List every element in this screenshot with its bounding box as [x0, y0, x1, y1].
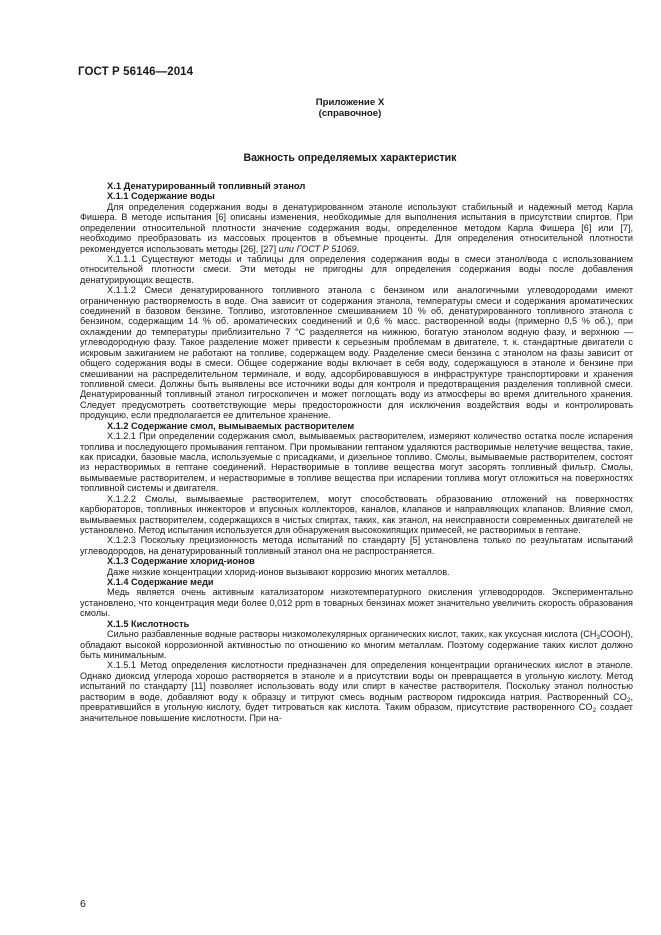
appendix-subtitle: (справочное): [318, 108, 382, 119]
appendix-title: Приложение Х: [315, 97, 385, 108]
section-x14-heading: Х.1.4 Содержание меди: [107, 577, 214, 588]
main-title: Важность определяемых характеристик: [243, 152, 457, 164]
page-number: 6: [80, 898, 86, 910]
paragraph: Для определения содержания воды в денатурированном этаноле используют стабильный и надежный метод Карла Фишера. В методе испытания [6] описаны изменения, необходимые для выполнения испытания в присутствии спиртов. При определении относительной плотности значение содержания воды, определенное методом Карла Фишера [6] или [7], необходимо преобразовать из массовых процентов в объемные проценты. Для определения относительной плотности рекомендуется использовать методы [26], [27] или ГОСТ Р 51069.: [80, 201, 633, 254]
paragraph: Х.1.2.2 Смолы, вымываемые растворителем, могут способствовать образованию отложений на поверхностях карбюраторов, топливных инжекторов и впускных коллекторов, каналов, клапанов и направляющих клапанов. Влияние смол, вымываемых растворителем, содержащихся в чистых спиртах, таких, как этанол, на неисправности современных двигателей не установлено. Метод испытания используется для обнаружения высококипящих примесей, не растворимых в гептане.: [80, 493, 633, 535]
paragraph: Х.1.2.3 Поскольку прецизионность метода испытаний по стандарту [5] установлена только по результатам испытаний углеводородов, на денатурированный топливный этанол она не распространяется.: [80, 535, 633, 556]
paragraph: Х.1.5.1 Метод определения кислотности предназначен для определения концентрации органических кислот в этаноле. Однако диоксид углерода хорошо растворяется в этаноле и в присутствии воды он превращается в угольную кислоту. Метод испытаний по стандарту [11] позволяет использовать воду или спирт в качестве растворителя. Поскольку этанол полностью растворим в воде, добавляют воду к образцу и титруют смесь водным раствором гидроксида натрия. Растворенный $CO_2$, превратившийся в угольную кислоту, будет титроваться как кислота. Таким образом, присутствие растворенного $CO_2$ создает значительное повышение кислотности. При на-: [80, 660, 633, 723]
paragraph: Медь является очень активным катализатором низкотемпературного окисления углеводородов. Экспериментально установлено, что концентрация меди более 0,012 ppm в товарных бензинах может значительно увеличить скорость образования смолы.: [80, 587, 633, 619]
document-code: ГОСТ Р 56146—2014: [78, 66, 194, 78]
section-x13-heading: Х.1.3 Содержание хлорид-ионов: [107, 556, 255, 567]
section-x11-heading: Х.1.1 Содержание воды: [107, 191, 215, 202]
paragraph: Х.1.2.1 При определении содержания смол, вымываемых растворителем, измеряют количество остатка после испарения топлива и последующего промывания гептаном. При промывании гептаном удаляются растворимые нелетучие вещества, такие, как присадки, базовые масла, используемые с присадками, и дизельное топливо. Смолы, вымываемые растворителем, состоят из нерастворимых в гептане соединений. Нерастворимые в топливе вещества могут засорять топливный фильтр. Смолы, вымываемые растворителем, и нерастворимые в топливе вещества при испарении топлива могут отложиться на поверхностях топливной системы и двигателя.: [80, 431, 633, 494]
section-x1-heading: Х.1 Денатурированный топливный этанол: [107, 180, 306, 191]
document-body: [80, 181, 633, 723]
section-x12-heading: Х.1.2 Содержание смол, вымываемых растворителем: [107, 420, 355, 431]
paragraph: Даже низкие концентрации хлорид-ионов вызывают коррозию многих металлов.: [107, 566, 450, 577]
paragraph: Сильно разбавленные водные растворы низкомолекулярных органических кислот, таких, как уксусная кислота $(CH_3COOH)$, обладают высокой коррозионной активностью по отношению ко многим металлам. Поэтому содержание таких кислот должно быть минимальным.: [80, 629, 633, 660]
paragraph: Х.1.1.2 Смеси денатурированного топливного этанола с бензином или аналогичными углеводородами имеют ограниченную растворяемость в воде. Она зависит от содержания этанола, температуры смеси и содержания ароматических соединений в базовом бензине. Топливо, изготовленное смешиванием 10 % об. денатурированного топливного этанола с бензином, содержащим 14 % об. ароматических соединений и 0,6 % масс. растворенной воды (примерно 0,5 % об.), при охлаждении до температуры приблизительно 7 °C разделяется на нижнюю, богатую этанолом водную фазу, и верхнюю — углеводородную фазу. Такое разделение может привести к серьезным проблемам в двигателе, т. к. стандартные двигатели с искровым зажиганием не работают на топливе, содержащем воду. Разделение смеси бензина с этанолом на фазы зависит от общего содержания воды в смеси. Общее содержание воды включает в себя воду, содержащуюся в этаноле и бензине при смешивании на распределительном терминале, и воду, адсорбировавшуюся в инфраструктуре транспортировки и хранения топливной смеси. Должны быть выявлены все источники воды для контроля и предотвращения разделения топливной смеси. Денатурированный топливный этанол гигроскопичен и может поглощать воду из атмосферы во время длительного хранения. Следует предусмотреть соответствующие меры предосторожности для исключения воздействия воды и контролировать продукцию, если предполагается ее длительное хранение.: [80, 285, 633, 421]
paragraph: Х.1.1.1 Существуют методы и таблицы для определения содержания воды в смеси этанол/вода с использованием относительной плотности смеси. Эти методы не пригодны для определения содержания воды после добавления денатурирующих веществ.: [80, 253, 633, 285]
section-x15-heading: Х.1.5 Кислотность: [107, 618, 190, 629]
